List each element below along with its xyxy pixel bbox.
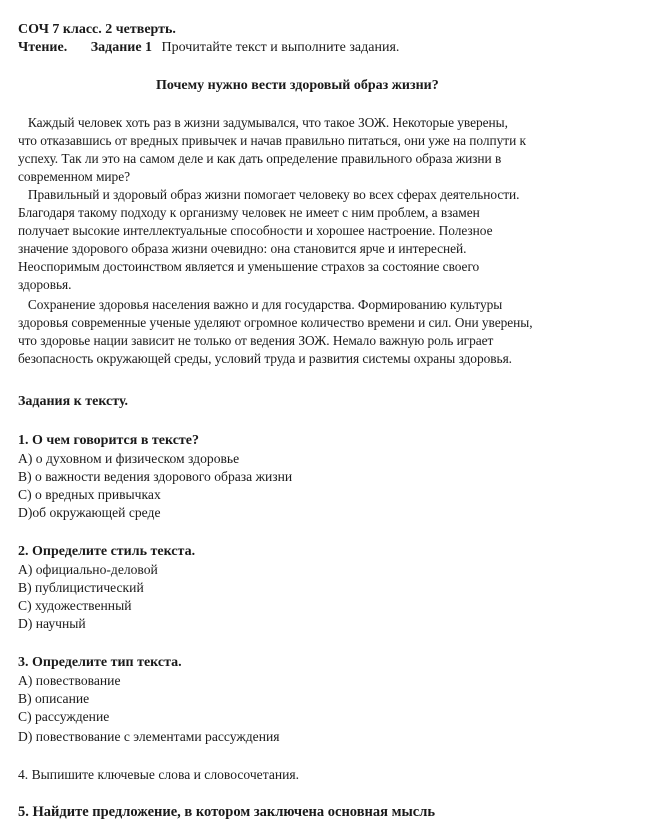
- task-4: 4. Выпишите ключевые слова и словосочетания.: [18, 767, 300, 782]
- answer-option: D)об окружающей среде: [18, 505, 161, 520]
- answer-option: C) о вредных привычках: [18, 487, 161, 502]
- text-line: здоровья.: [18, 277, 72, 292]
- text-line: Благодаря такому подходу к организму человек не имеет с ним проблем, а взамен: [18, 205, 480, 220]
- text-line: что здоровье нации зависит не только от ведения ЗОЖ. Немало важную роль играет: [18, 333, 494, 348]
- answer-option: D) повествование с элементами рассуждения: [18, 729, 280, 744]
- answer-option: B) описание: [18, 691, 90, 706]
- question-title: 1. О чем говорится в тексте?: [18, 433, 200, 448]
- answer-option: B) о важности ведения здорового образа жизни: [18, 469, 293, 484]
- task-5: 5. Найдите предложение, в котором заключена основная мысль: [18, 804, 436, 820]
- answer-option: A) повествование: [18, 673, 121, 688]
- question-title: 3. Определите тип текста.: [18, 655, 182, 670]
- task-label: Задание 1: [90, 40, 153, 55]
- answer-option: C) рассуждение: [18, 709, 110, 724]
- text-line: значение здорового образа жизни очевидно: она становится ярче и интересней.: [18, 241, 467, 256]
- text-line: Неоспоримым достоинством является и уменьшение страхов за состояние своего: [18, 259, 480, 274]
- answer-option: C) художественный: [18, 598, 132, 613]
- text-line: Каждый человек хоть раз в жизни задумывался, что такое ЗОЖ. Некоторые уверены,: [18, 115, 508, 130]
- text-line: Правильный и здоровый образ жизни помогает человеку во всех сферах деятельности.: [18, 187, 520, 202]
- section-label: Чтение.: [18, 40, 68, 55]
- text-line: современном мире?: [18, 169, 130, 184]
- text-title: Почему нужно вести здоровый образ жизни?: [156, 78, 439, 93]
- text-line: успеху. Так ли это на самом деле и как дать определение правильного образа жизни в: [18, 151, 502, 166]
- text-line: здоровья современные ученые уделяют огромное количество времени и сил. Они уверены,: [18, 315, 533, 330]
- text-line: безопасность окружающей среды, условий труда и развития системы охраны здоровья.: [18, 351, 512, 366]
- task-instruction: Прочитайте текст и выполните задания.: [161, 40, 400, 55]
- question-title: 2. Определите стиль текста.: [18, 544, 196, 559]
- answer-option: A) официально-деловой: [18, 562, 158, 577]
- answer-option: D) научный: [18, 616, 86, 631]
- text-line: что отказавшись от вредных привычек и начав правильно питаться, они уже на полпути к: [18, 133, 526, 148]
- answer-option: B) публицистический: [18, 580, 144, 595]
- task-header: [18, 39, 399, 57]
- tasks-heading: Задания к тексту.: [18, 394, 129, 409]
- text-line: получает высокие интеллектуальные способности и хорошее настроение. Полезное: [18, 223, 493, 238]
- document-title: СОЧ 7 класс. 2 четверть.: [18, 22, 176, 37]
- text-line: Сохранение здоровья населения важно и для государства. Формированию культуры: [18, 297, 503, 312]
- answer-option: A) о духовном и физическом здоровье: [18, 451, 240, 466]
